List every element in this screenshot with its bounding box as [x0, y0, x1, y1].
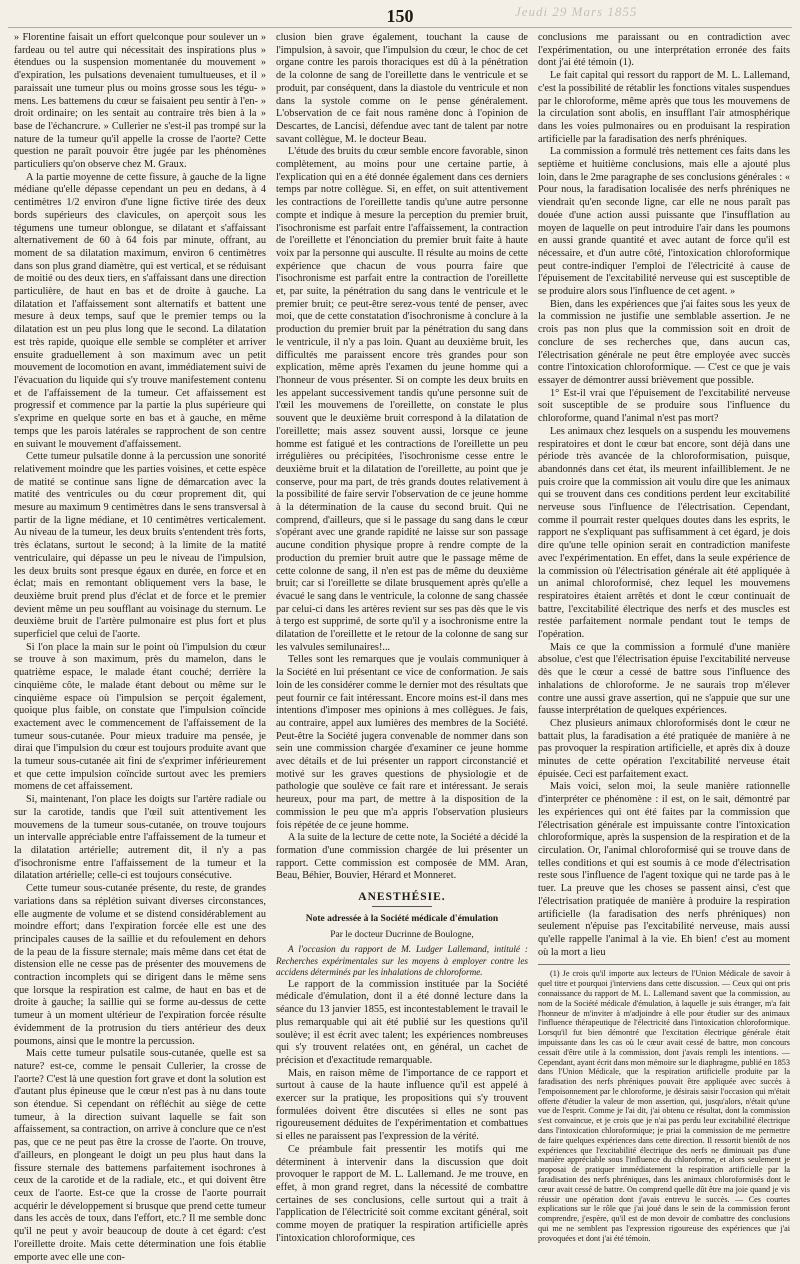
paragraph: Bien, dans les expériences que j'ai faites sous les yeux de la commission ne justifie une semblable assertion. Je ne crois pas non plus que la commission soit en droit de conclure de ses recherches que, dans aucun cas, l'électrisation générale ne peut être employée avec succès contre l'intoxication chloroformique. — C'est ce que je vais essayer de démontrer aussi brièvement que possible.: [538, 298, 790, 386]
paragraph: » Florentine faisait un effort quelconque pour soulever un » fardeau ou tel autre qui nécessitait des inspirations plus » étendues ou la suspension momentanée du mouvement » d'expiration, les pulsations devenaient tumultueuses, et il » paraissait une tumeur plus ou moins grosse sous les tégu- » mens. Les battemens du cœur se faisaient peu sentir à l'en- » droit ordinaire; on les sentait au contraire très bien à la » base de l'échancrure. » Cullerier ne s'est-il pas trompé sur la nature de la tumeur qu'il appelle la crosse de l'aorte? Cette question ne paraît pouvoir être jugée par les phénomènes particuliers qu'on observe chez M. Graux.: [14, 32, 266, 171]
paragraph: Cette tumeur pulsatile donne à la percussion une sonorité relativement moindre que les parties voisines, et cette espèce de matité se continue sans ligne de démarcation avec la matité des ventricules ou du cœur proprement dit, qui mesure au maximum 9 centimètres dans le sens transversal à partir de la ligne médiane, et 10 centimètres verticalement. Au niveau de la tumeur, les deux bruits s'entendent très forts, très éclatans, surtout le second; à la limite de la matité ventriculaire, qui dépasse un peu le niveau de l'impulsion, les deux bruits sont presque égaux en durée, en force et en éclat; mais en remontant obliquement vers la base, le deuxième bruit prend plus d'éclat et de force et le premier devient même un peu soufflant au voisinage du sternum. Le deuxième bruit de l'artère pulmonaire est plus fort et plus superficiel que celui de l'aorte.: [14, 451, 266, 641]
article-notice: A l'occasion du rapport de M. Ludger Lallemand, intitulé : Recherches expérimentales sur les moyens à employer contre les accidens déterminés par les inhalations de chloroforme.: [276, 944, 528, 978]
running-head: [0, 4, 800, 28]
paragraph: Le rapport de la commission instituée par la Société médicale d'émulation, dont il a été donné lecture dans la séance du 13 janvier 1855, est incontestablement le travail le plus remarquable qui ait été publié sur les questions qu'il soulève; il est écrit avec talent; les expériences nombreuses qui s'y trouvent relatées ont, en général, un cachet de précision et d'exactitude remarquable.: [276, 978, 528, 1066]
paragraph: clusion bien grave également, touchant la cause de l'impulsion, à savoir, que l'impulsion du cœur, le choc de cet organe contre les parois thoraciques est dû à la pénétration de la colonne de sang de l'oreillette dans le ventricule et se produit, par conséquent, dans la diastole du ventricule et non dans la systole comme on le pense généralement. L'observation de ce fait nous ramène donc à l'opinion de Descartes, de Lancisi, défendue avec tant de talent par notre savant collègue, M. le docteur Beau.: [276, 32, 528, 145]
paragraph: Cette tumeur sous-cutanée présente, du reste, de grandes variations dans sa réplétion suivant diverses circonstances, elle augmente de volume et se distend considérablement au moindre effort; dans l'expiration forcée elle est une des principales causes de la saillie et du refoulement en dehors de la peau de la fissure sternale; mais même dans cet état de distension elle ne cesse pas de présenter des mouvemens de contraction incomplets qui se dirigent dans le même sens que lorsque la respiration est calme, de haut en bas et de droite à gauche; la saillie qui se forme au-dessus de cette tumeur à un moment ultérieur de l'expiration forcée résulte évidemment de la protrusion du tiers antérieur des deux poumons, ainsi que le montre la percussion.: [14, 883, 266, 1047]
paragraph: Telles sont les remarques que je voulais communiquer à la Société en lui présentant ce vice de conformation. Je sais loin de les considérer comme le dernier mot des résultats que peut fournir ce fait intéressant. Encore moins est-il dans mes intentions d'imposer mes opinions à mes collègues. Je fais, au contraire, appel aux lumières des membres de la Société. Peut-être la Société jugera convenable de nommer dans son sein une commission chargée d'examiner ce jeune homme avec détails et de lui présenter un rapport circonstancié et motivé sur les graves questions de physiologie et de pathologie que soulève ce fait rare et intéressant. Je serais heureux, pour ma part, de mettre à la disposition de la commission le peu que m'a appris l'observation plusieurs fois répétée de ce jeune homme.: [276, 654, 528, 831]
paragraph: A la partie moyenne de cette fissure, à gauche de la ligne médiane qu'elle dépasse cependant un peu en dedans, à 4 centimètres 1/2 environ d'une ligne fictive tirée des deux bords supérieurs des clavicules, on aperçoit sous les tégumens une tumeur oblongue, se dilatant et s'affaissant alternativement de 60 à 64 fois par minute, offrant, au moment de sa dilatation maximum, environ 6 centimètres dans son plus grand diamètre, qui est vertical, et se réduisant de moitié ou des deux tiers, en s'affaissant dans une direction particulière, de haut en bas et de droite à gauche. La dilatation et l'affaissement sont alternatifs et battent une mesure à deux temps, sauf que le premier temps ou la dilatation est un peu plus long que le second. La dilatation est très rapide, quoique elle semble se compléter et arriver ensuite graduellement à son maximum avec un petit mouvement de locomotion en avant, immédiatement suivi de l'évacuation du liquide qui s'y trouve manifestement contenu et de l'affaissement de la tumeur. Cet affaissement est progressif et commence par la partie la plus supérieure qui s'exprime en quelque sorte en bas et à gauche, en même temps que les parois latérales se rapprochent de son centre en suivant le mouvement d'affaissement.: [14, 171, 266, 450]
column-3: [538, 32, 790, 1243]
paragraph: A la suite de la lecture de cette note, la Société a décidé la formation d'une commission chargée de lui présenter un rapport. Cette commission est composée de MM. Aran, Beau, Béhier, Bouvier, Hérard et Monneret.: [276, 832, 528, 882]
paragraph: Mais cette tumeur pulsatile sous-cutanée, quelle est sa nature? est-ce, comme le pensait Cullerier, la crosse de l'aorte? C'est là une question fort grave et dont la solution est d'autant plus épineuse que le cœur n'est pas à nu dans toute son étendue. Si cependant on réfléchit au siège de cette tumeur, à la direction suivant laquelle se fait son affaissement, sa contraction, on arrive à conclure que ce n'est pas, que ce ne peut pas être la crosse de l'aorte. On trouve, d'ailleurs, en plongeant le doigt un peu plus haut dans la fissure sternale des battemens parfaitement isochrones à ceux de la carotide et de la radiale, etc., et qui doivent être ceux de l'aorte. Est-ce que la crosse de l'aorte pourrait acquérir le développement si brusque que prend cette tumeur dans les accès de toux, dans l'effort, etc.? Il me semble donc qu'il ne peut y avoir beaucoup de doute à cet égard: c'est l'oreillette droite. Mais cette détermination une fois établie emporte avec elle une con-: [14, 1048, 266, 1263]
text-columns: [14, 32, 790, 1263]
paragraph: Mais ce que la commission a formulé d'une manière absolue, c'est que l'électrisation épuise l'excitabilité nerveuse dès que le cœur a cessé de battre sous l'influence des inhalations de chloroforme. Je ne saurais trop m'élever contre une aussi grave assertion, qui ne s'appuie que sur une fausse interprétation de quelques expériences.: [538, 641, 790, 717]
article-subtitle: Note adressée à la Société médicale d'émulation: [305, 913, 499, 924]
paragraph: 1° Est-il vrai que l'épuisement de l'excitabilité nerveuse soit susceptible de se produire sous l'influence du chloroforme, quand l'animal n'est pas mort?: [538, 387, 790, 425]
article-byline: Par le docteur Ducrinne de Boulogne,: [330, 929, 474, 940]
paragraph: La commission a formulé très nettement ces faits dans les septième et huitième conclusions, mais elle a ajouté plus loin, dans le 2me paragraphe de ses conclusions générales : « Pour nous, la faradisation localisée des nerfs phréniques ne viendrait qu'en seconde ligne, car elle ne nous paraît pas douée d'une action aussi puissante que l'insufflation au moyen de laquelle on peut introduire l'air dans les poumons en aussi grande quantité et avec autant de force qu'il est nécessaire, et d'un autre côté, l'intoxication chloroformique peut contre-indiquer l'emploi de l'électricité à cause de l'épuisement de l'excitabilité nerveuse qui est susceptible de se produire alors sous l'influence de cet agent. »: [538, 146, 790, 298]
bleed-through-header: Jeudi 29 Mars 1855: [515, 4, 638, 19]
footnote-separator: [538, 964, 790, 965]
footnote: (1) Je crois qu'il importe aux lecteurs de l'Union Médicale de savoir à quel titre et pourquoi j'interviens dans cette discussion. — Ceux qui ont pris connaissance du rapport de M. L. Lallemand savent que la commission, au nom de la Société médicale d'émulation, à laquelle je suis étranger, m'a fait l'honneur de m'inviter à m'adjoindre à elle pour étudier sur des animaux l'influence thérapeutique de l'électricité dans l'intoxication chloroformique. Lorsqu'il fut bien démontré que l'excitation électrique générale était impuissante dans les cas où le cœur avait cessé de battre, mon concours cessait d'être utile à la commission, dont j'avais rempli les intentions. — Cependant, ayant écrit dans mon mémoire sur le diaphragme, publié en 1853 dans l'Union Médicale, que la respiration artificielle produite par la faradisation des nerfs phréniques pouvait être appliquée avec succès à l'empoisonnement par le chloroforme, je désirais saisir l'occasion qui m'était offerte d'étudier la valeur de mon assertion, qui, jusqu'alors, n'était qu'une vue de l'esprit. Comme je l'ai dit, j'ai obtenu ce résultat, dont la commission s'est convaincue, et je crois que je n'ai pas perdu leur excitabilité électrique dans l'intoxication chloroformique; je priai la commission de me permettre de faire quelques expériences dans cette direction. Il ressortit bientôt de nos expériences que l'excitabilité électrique des nerfs ne diminuait pas d'une manière appréciable sous l'influence du chloroforme, et alors seulement je proposai de pratiquer immédiatement la respiration artificielle par la faradisation des nerfs phréniques, dans les animaux chloroformisés dont le cœur avait cessé de battre. On comprend quelle dût être ma joie quand je vis réussir une opération dont j'avais entrevu le succès. — Ces courtes explications sur le rôle que j'ai joué dans le sein de la commission feront comprendre, j'espère, qu'il est de mon devoir de combattre des conclusions qui me ne semblent pas l'expression rigoureuse des expériences que j'ai provoquées et dont j'ai été témoin.: [538, 969, 790, 1243]
paragraph: Chez plusieurs animaux chloroformisés dont le cœur ne battait plus, la faradisation a été pratiquée de manière à ne pas provoquer la respiration artificielle, et après dix à douze minutes de cette opération l'excitabilité nerveuse était épuisée. Ceci est parfaitement exact.: [538, 717, 790, 780]
paragraph: Le fait capital qui ressort du rapport de M. L. Lallemand, c'est la possibilité de rétablir les fonctions vitales suspendues par le chloroforme, même après que tous les mouvemens de la circulation sont abolis, en insufflant l'air atmosphérique dans les voies pulmonaires ou en produisant la respiration artificielle par la faradisation des nerfs phréniques.: [538, 70, 790, 145]
paragraph: Mais voici, selon moi, la seule manière rationnelle d'interpréter ce phénomène : il est, on le sait, démontré par les expériences qui ont été faites par la commission que l'électrisation générale est impuissante contre l'intoxication chloroformique, après la suspension de la respiration et de la circulation. Or, l'animal chloroformisé qui se trouve dans de telles conditions et qui est soumis à ce mode d'électrisation reste sous l'influence de l'agent toxique qui ne tarde pas à le tuer. La preuve que les choses se passent ainsi, c'est que l'électrisation pratiquée de manière à produire la respiration artificielle (la faradisation des nerfs phréniques) non seulement n'épuise pas l'excitabilité nerveuse, mais aussi qu'elle rappelle l'animal à la vie. Eh bien! c'est au moment où la mort a lieu: [538, 781, 790, 958]
header-rule: [8, 27, 792, 28]
page-number: 150: [386, 6, 414, 26]
paragraph: L'étude des bruits du cœur semble encore favorable, sinon complètement, au moins pour une certaine partie, à l'explication qui en a été donnée également dans ces derniers temps par notre collègue. Si, en effet, on suit attentivement les contractions de l'oreillette tandis qu'une autre personne compte et indique à mesure la perception du premier bruit, l'isochronisme est parfait entre l'affaissement, la contraction de l'oreillette et l'énonciation du premier bruit faite à haute voix par la personne qui ausculte. Il résulte au moins de cette expérience que chacun de vous pourra faire que l'isochronisme est parfait entre la contraction de l'oreillette et, par suite, la pénétration du sang dans le ventricule et le premier bruit; ce peut-être serez-vous tenté de penser, avec moi, que de cette constatation d'isochronisme à conclure à la production du premier bruit par la pénétration du sang dans le ventricule, il n'y a pas loin. Quant au deuxième bruit, les difficultés me paraissent encore très grandes pour son explication, même après l'examen du jeune homme qui a l'honneur de vous présenter. Si on compte les deux bruits en les appelant successivement tandis qu'une personne suit de l'œil les mouvemens de l'oreillette, on constate le plus souvent que le deuxième bruit correspond à la dilatation de l'oreillette; mais assez souvent aussi, lorsque ce jeune homme est fatigué et les contractions de l'oreillette un peu irrégulières ou précipitées, l'isochronisme cesse entre le deuxième bruit et la dilatation de l'oreillette, au point que je conserve, pour ma part, de très grands doutes relativement à la possibilité de faire servir l'observation de ce jeune homme à la détermination de la cause du second bruit. Qui ne comprend, d'ailleurs, que si le passage du sang dans le cœur s'opérant avec une grande rapidité ne laisse sur son passage aucune condition physique propre à rendre compte de la production du premier bruit autre que le passage même de cette colonne de sang, il n'en est pas de même du deuxième bruit; car si l'oreillette se dilate brusquement après qu'elle a évacué le sang dans le ventricule, la colonne de sang chassée par celui-ci dans les artères revient sur ses pas dès que le vis à tergo est supprimé, de sorte qu'il y a isochronisme entre la dilatation de l'oreillette et le retour de la colonne de sang sur les valvules semilunaires!...: [276, 146, 528, 653]
paragraph: Si l'on place la main sur le point où l'impulsion du cœur se trouve à son maximum, près du mamelon, dans le quatrième espace, le malade étant couché; derrière la cinquième côte, le malade étant debout ou même sur le cinquième espace où l'impulsion se perçoit également, quoique plus faible, on constate que l'impulsion coïncide exactement avec le commencement de l'affaissement de la tumeur sous-cutanée. Pour mieux traduire ma pensée, je dirai que l'impulsion du cœur est toujours produite avant que la tumeur sous-cutanée ait fini de s'exprimer inférieurement et que cette impulsion coïncide surtout avec les premiers momens de cet affaissement.: [14, 641, 266, 793]
paragraph: Ce préambule fait pressentir les motifs qui me déterminent à intervenir dans la discussion que doit provoquer le rapport de M. L. Lallemand. Je me trouve, en effet, à mon grand regret, dans la nécessité de combattre certaines de ses conclusions, celle surtout qui a trait à l'application de l'électricité soit comme excitant général, soit comme moyen de pratiquer la respiration artificielle après l'intoxication chloroformique, ces: [276, 1143, 528, 1244]
paragraph: Les animaux chez lesquels on a suspendu les mouvemens respiratoires et dont le cœur bat encore, sont déjà dans une période très avancée de la chloroformisation, puisque, abandonnés dans cet état, ils meurent infailliblement. Je ne puis croire que la commission ait voulu dire que les animaux qui se trouvent dans ces conditions perdent leur excitabilité nerveuse sous l'influence de l'électrisation. Cependant, comme il pourrait rester quelques doutes dans les esprits, le rapport ne s'expliquant pas suffisamment à cet égard, je dois dire qu'une telle opinion serait en contradiction manifeste avec l'expérimentation. En effet, dans la seule expérience de la commission où l'électrisation générale ait été appliquée à un animal chloroformisé, chez lequel les mouvemens respiratoires étaient arrêtés et dont le cœur continuait de battre, l'excitabilité électrique des nerfs et des muscles est restée parfaitement normale pendant tout le temps de l'opération.: [538, 425, 790, 641]
article-title: ANESTHÉSIE.: [358, 891, 446, 904]
column-1: [14, 32, 266, 1263]
column-2: [276, 32, 528, 1244]
title-rule: [372, 906, 432, 907]
paragraph: Si, maintenant, l'on place les doigts sur l'artère radiale ou sur la carotide, tandis que l'œil suit attentivement les mouvemens de la tumeur sous-cutanée, on trouve toujours un intervalle appréciable entre l'affaissement de la tumeur et la dilatation artérielle; autrement dit, il n'y a pas d'isochronisme entre l'affaissement de la tumeur et la dilatation artérielle; celle-ci est toujours consécutive.: [14, 794, 266, 882]
paragraph: conclusions me paraissant ou en contradiction avec l'expérimentation, ou une interprétation erronée des faits dont j'ai été témoin (1).: [538, 32, 790, 69]
paragraph: Mais, en raison même de l'importance de ce rapport et surtout à cause de la haute influence qu'il est appelé à exercer sur la pratique, les propositions qui s'y trouvent formulées doivent être discutées si elles ne sont pas rigoureusement déduites de l'expérimentation et combattues si elles ne paraissent pas l'expression de la vérité.: [276, 1067, 528, 1143]
